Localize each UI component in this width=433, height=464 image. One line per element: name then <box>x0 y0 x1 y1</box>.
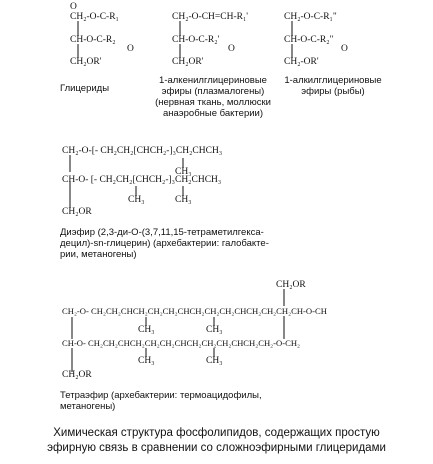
plasmalogen-label-line: эфиры (плазмалогены) <box>161 86 265 97</box>
diether-label-line: рии, метаногены) <box>60 249 137 260</box>
carbonyl-oxygen: O <box>228 44 235 54</box>
plasmalogen-label-line: 1-алкенилглицериновые <box>159 75 267 86</box>
plasmalogen-label-line: (нервная ткань, моллюски <box>155 97 271 108</box>
diether-row-1: CH₂-O-[- CH₂CH₂[CHCH₂-]₃CH₂CHCH₃ <box>62 146 223 156</box>
diether-row-3: CH₂OR <box>62 207 92 217</box>
methyl-group: CH₃ <box>175 195 192 205</box>
diether-label-line: Диэфир (2,3-ди-О-(3,7,11,15-тетраметилгекса- <box>60 227 264 238</box>
alkyl-label-line: эфиры (рыбы) <box>301 86 365 97</box>
methyl-group: CH₃ <box>175 167 192 177</box>
glyceride-row-3: CH₂OR' <box>70 57 102 67</box>
plasmalogen-row-2: CH-O-C-R₂' <box>172 35 220 45</box>
tetraether-label-line: метаногены) <box>60 401 116 412</box>
figure-caption-line: эфирную связь в сравнении со сложноэфирными глицеридами <box>47 442 386 454</box>
carbonyl-oxygen: O <box>70 2 77 12</box>
methyl-group: CH₃ <box>206 356 223 366</box>
alkyl-row-1: CH₂-O-C-R₁" <box>284 12 337 22</box>
alkyl-row-3: CH₂-OR' <box>284 57 319 67</box>
figure-caption-line: Химическая структура фосфолипидов, содержащих простую <box>53 427 380 439</box>
methyl-group: CH₃ <box>138 325 155 335</box>
plasmalogen-row-1: CH₂-O-CH=CH-R₁' <box>172 12 248 22</box>
carbonyl-oxygen: O <box>127 44 134 54</box>
tetraether-top-ch2or: CH₂OR <box>276 280 306 290</box>
methyl-group: CH₃ <box>206 325 223 335</box>
tetraether-row-2: CH-O- CH₂CH₂CHCH₂CH₂CH₂CHCH₂CH₂CH₂CHCH₂CH₂-O-CH₂ <box>62 338 301 348</box>
diether-label-line: децил)-sn-глицерин) (архебактерии: галобакте- <box>60 238 269 249</box>
carbonyl-oxygen: O <box>341 44 348 54</box>
tetraether-label-line: Тетраэфир (архебактерии: термоацидофилы, <box>60 390 262 401</box>
methyl-group: CH₃ <box>138 356 155 366</box>
tetraether-row-1: CH₂-O- CH₂CH₂CHCH₂CH₂CH₂CHCH₂CH₂CH₂CHCH₂CH₂CH₂CH-O-CH <box>62 306 327 316</box>
glyceride-label: Глицериды <box>60 83 110 94</box>
alkyl-label-line: 1-алкилглицериновые <box>284 75 382 86</box>
plasmalogen-row-3: CH₂OR' <box>172 57 204 67</box>
tetraether-row-3: CH₂OR <box>62 370 92 380</box>
plasmalogen-label-line: анаэробные бактерии) <box>162 108 264 119</box>
alkyl-row-2: CH-O-C-R₂" <box>284 35 334 45</box>
glyceride-row-1: CH₂-O-C-R₁ <box>70 12 119 22</box>
methyl-group: CH₃ <box>128 195 145 205</box>
glyceride-row-2: CH-O-C-R₂ <box>70 35 116 45</box>
diether-row-2: CH-O- [- CH₂CH₂[CHCH₂-]₃CH₂CHCH₃ <box>62 175 222 185</box>
